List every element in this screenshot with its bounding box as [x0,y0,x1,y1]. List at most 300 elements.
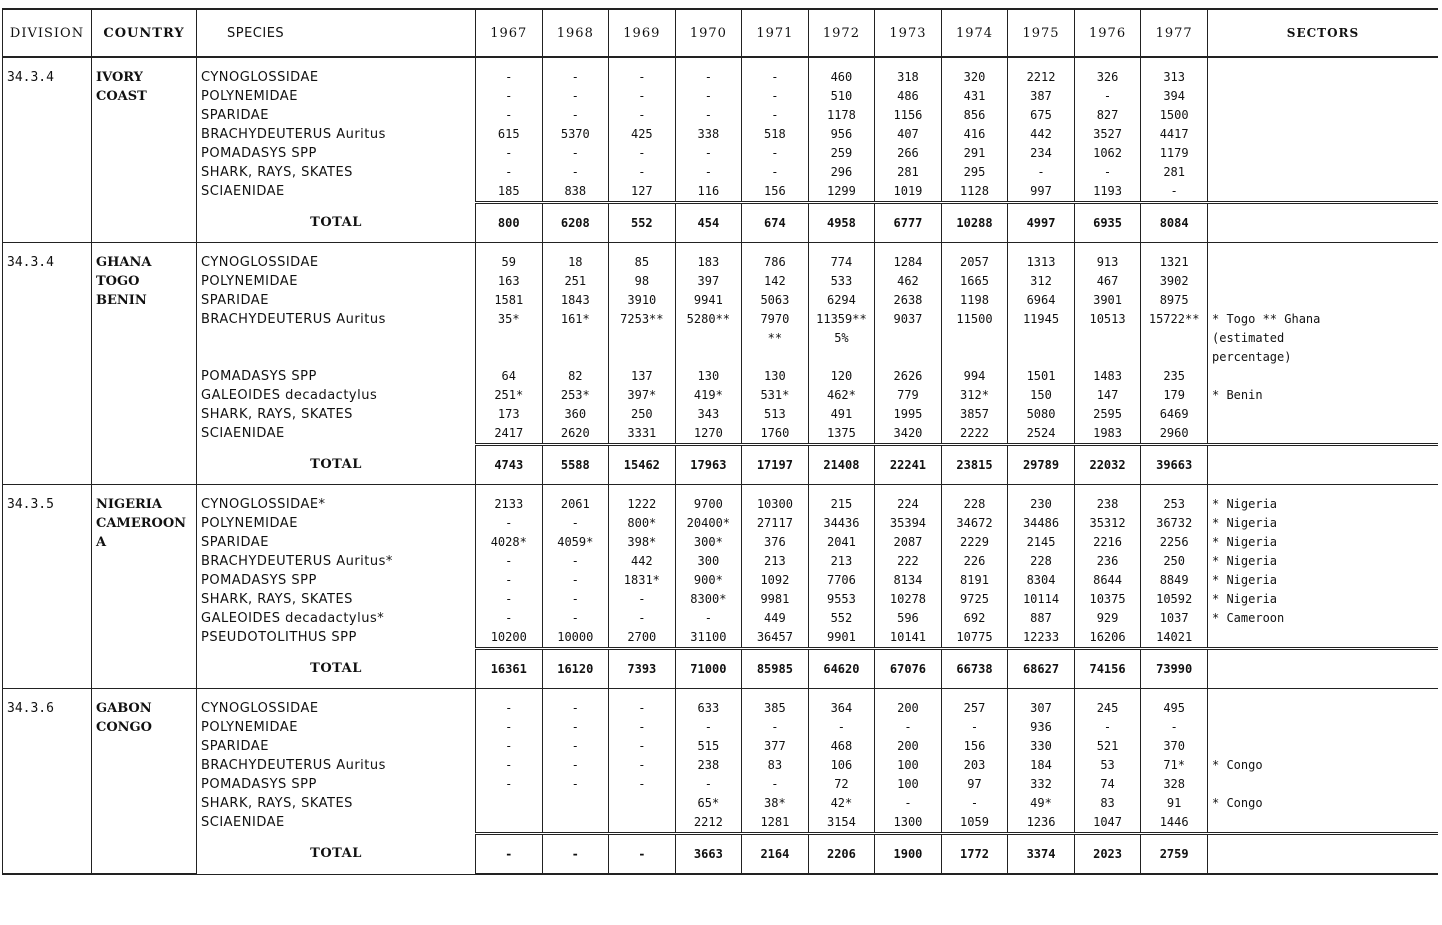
table-row [3,485,1439,515]
catch-value: 425 [609,125,676,144]
catch-value: 774 [808,243,875,273]
species-name: SCIAENIDAE [197,813,476,834]
catch-value: 100 [875,756,942,775]
catch-value: 2222 [941,424,1008,445]
catch-value: 245 [1074,689,1141,719]
total-value: 10288 [941,203,1008,243]
species-name: POLYNEMIDAE [197,718,476,737]
catch-value: 2212 [1008,57,1075,87]
catch-value: 251* [476,386,543,405]
total-value: 800 [476,203,543,243]
header-year: 1968 [542,9,609,57]
species-name: POLYNEMIDAE [197,87,476,106]
catch-value: 266 [875,144,942,163]
total-value: 29789 [1008,445,1075,485]
table-row [3,243,1439,273]
catch-value: 49* [1008,794,1075,813]
country-name: NIGERIA CAMEROON A [92,485,197,689]
species-name: BRACHYDEUTERUS Auritus [197,310,476,367]
catch-value: 1299 [808,182,875,203]
catch-value: 9037 [875,310,942,367]
catch-value: 257 [941,689,1008,719]
catch-value: 8975 [1141,291,1208,310]
total-value: 6777 [875,203,942,243]
catch-value: 1831* [609,571,676,590]
division-code: 34.3.4 [3,57,92,243]
table-row [3,813,1439,834]
total-value: 21408 [808,445,875,485]
sector-note [1208,737,1439,756]
catch-value: 83 [1074,794,1141,813]
catch-value: 18 [542,243,609,273]
catch-value: 106 [808,756,875,775]
catch-value: 238 [1074,485,1141,515]
catch-value: 856 [941,106,1008,125]
catch-value: 291 [941,144,1008,163]
catch-value: - [476,609,543,628]
sector-note: * Nigeria [1208,533,1439,552]
table-row [3,533,1439,552]
header-year: 1967 [476,9,543,57]
catch-value: 53 [1074,756,1141,775]
catch-value: 936 [1008,718,1075,737]
catch-value: 887 [1008,609,1075,628]
catch-value: 259 [808,144,875,163]
sector-note [1208,813,1439,834]
catch-value: 222 [875,552,942,571]
catch-value: 130 [742,367,809,386]
catch-value: 407 [875,125,942,144]
catch-value: 2229 [941,533,1008,552]
catch-value: - [476,756,543,775]
catch-value: 1019 [875,182,942,203]
table-row [3,628,1439,649]
total-value: 3663 [675,834,742,875]
table-row [3,87,1439,106]
catch-value: 467 [1074,272,1141,291]
catch-value: 1128 [941,182,1008,203]
catch-value: 300 [675,552,742,571]
catch-value: 313 [1141,57,1208,87]
catch-value: 295 [941,163,1008,182]
catch-value: 2212 [675,813,742,834]
total-row [3,834,1439,875]
catch-value: 5080 [1008,405,1075,424]
catch-value: 6964 [1008,291,1075,310]
species-name: SPARIDAE [197,291,476,310]
catch-value: 10375 [1074,590,1141,609]
catch-value: 416 [941,125,1008,144]
species-name: GALEOIDES decadactylus* [197,609,476,628]
catch-value: 385 [742,689,809,719]
catch-value: 4028* [476,533,543,552]
catch-value: 6294 [808,291,875,310]
catch-value: - [1141,182,1208,203]
total-row [3,649,1439,689]
catch-value: 1156 [875,106,942,125]
catch-value: 9553 [808,590,875,609]
table-row [3,272,1439,291]
catch-value: 1760 [742,424,809,445]
total-value: 64620 [808,649,875,689]
total-value: 6935 [1074,203,1141,243]
catch-value [476,813,543,834]
catch-value: - [542,756,609,775]
total-value: 6208 [542,203,609,243]
catch-value [609,813,676,834]
catch-value: 1198 [941,291,1008,310]
catch-value: - [609,756,676,775]
catch-value: 1375 [808,424,875,445]
header-year: 1974 [941,9,1008,57]
catch-value: - [1074,163,1141,182]
header-year: 1969 [609,9,676,57]
table-row [3,609,1439,628]
species-name: POLYNEMIDAE [197,514,476,533]
catch-value: - [542,144,609,163]
catch-value: 1059 [941,813,1008,834]
catch-value: 2145 [1008,533,1075,552]
total-value: 16120 [542,649,609,689]
catch-value: 2216 [1074,533,1141,552]
catch-value: 1179 [1141,144,1208,163]
total-value: 66738 [941,649,1008,689]
catch-value: 10592 [1141,590,1208,609]
catch-value: 1983 [1074,424,1141,445]
catch-value: 98 [609,272,676,291]
catch-value: - [476,144,543,163]
catch-value [542,794,609,813]
total-label: TOTAL [197,203,476,243]
total-value: 3374 [1008,834,1075,875]
country-name: GHANA TOGO BENIN [92,243,197,485]
table-row [3,386,1439,405]
header-country: COUNTRY [92,9,197,57]
catch-value: - [476,689,543,719]
catch-value: 150 [1008,386,1075,405]
species-name: BRACHYDEUTERUS Auritus* [197,552,476,571]
catch-value: 7253** [609,310,676,367]
catch-value: 913 [1074,243,1141,273]
table-row [3,718,1439,737]
header-year: 1975 [1008,9,1075,57]
catch-value: - [476,57,543,87]
catch-value: 397* [609,386,676,405]
sector-note: * Nigeria [1208,485,1439,515]
total-row [3,445,1439,485]
catch-value: 200 [875,689,942,719]
sector-note: * Nigeria [1208,590,1439,609]
catch-value: - [742,106,809,125]
header-sectors: SECTORS [1208,9,1439,57]
catch-value: 74 [1074,775,1141,794]
catch-value: - [609,57,676,87]
catch-value: 11500 [941,310,1008,367]
catch-value: 10513 [1074,310,1141,367]
catch-value: 16206 [1074,628,1141,649]
species-name: CYNOGLOSSIDAE [197,57,476,87]
total-label: TOTAL [197,834,476,875]
catch-value: 142 [742,272,809,291]
catch-value: - [542,571,609,590]
division-code: 34.3.5 [3,485,92,689]
catch-value: 65* [675,794,742,813]
catch-value: 338 [675,125,742,144]
catch-value: 235 [1141,367,1208,386]
catch-value: - [675,106,742,125]
catch-value: 147 [1074,386,1141,405]
catch-value: - [609,590,676,609]
sector-blank [1208,834,1439,875]
sector-note [1208,718,1439,737]
species-name: SCIAENIDAE [197,424,476,445]
catch-value: 11945 [1008,310,1075,367]
catch-value: 203 [941,756,1008,775]
catch-value: 320 [941,57,1008,87]
catch-value: 2595 [1074,405,1141,424]
catch-value: 364 [808,689,875,719]
catch-value: - [609,775,676,794]
catch-value: 786 [742,243,809,273]
catch-value: 513 [742,405,809,424]
species-name: SHARK, RAYS, SKATES [197,794,476,813]
catch-value: 120 [808,367,875,386]
total-value: 4997 [1008,203,1075,243]
catch-value: 343 [675,405,742,424]
table-row [3,405,1439,424]
catch-value: 518 [742,125,809,144]
catch-value: 330 [1008,737,1075,756]
catch-value: 5280** [675,310,742,367]
catch-value: 2087 [875,533,942,552]
catch-value: 137 [609,367,676,386]
catch-value: 3910 [609,291,676,310]
catch-value: 521 [1074,737,1141,756]
sector-note [1208,367,1439,386]
species-name: POLYNEMIDAE [197,272,476,291]
catch-value: 3857 [941,405,1008,424]
division-code: 34.3.6 [3,689,92,875]
catch-value: 779 [875,386,942,405]
catch-value: 312 [1008,272,1075,291]
catch-value: 442 [609,552,676,571]
catch-value: 929 [1074,609,1141,628]
catch-value: - [1141,718,1208,737]
catch-value: - [476,718,543,737]
catch-value: - [609,718,676,737]
catch-value: 5063 [742,291,809,310]
catch-value: 1193 [1074,182,1141,203]
header-year: 1973 [875,9,942,57]
catch-value: - [1008,163,1075,182]
table-row [3,144,1439,163]
catch-value: 281 [875,163,942,182]
catch-value: 615 [476,125,543,144]
species-name: POMADASYS SPP [197,775,476,794]
catch-value: 1178 [808,106,875,125]
catch-value: 468 [808,737,875,756]
catch-value: 3331 [609,424,676,445]
catch-value: 1500 [1141,106,1208,125]
catch-value: 5370 [542,125,609,144]
total-value: 22241 [875,445,942,485]
catch-value: 7970 ** [742,310,809,367]
catch-value: - [609,144,676,163]
catch-value: 34436 [808,514,875,533]
sector-note [1208,424,1439,445]
catch-value: 328 [1141,775,1208,794]
catch-value: 250 [1141,552,1208,571]
catch-value: 675 [1008,106,1075,125]
catch-value: - [542,775,609,794]
catch-value: - [675,718,742,737]
catch-value: 213 [742,552,809,571]
table-row [3,552,1439,571]
catch-value: - [476,106,543,125]
table-body [3,57,1439,874]
catch-value: 10775 [941,628,1008,649]
catch-value: 253* [542,386,609,405]
table-row [3,163,1439,182]
sector-note [1208,243,1439,273]
catch-value: 460 [808,57,875,87]
species-name: GALEOIDES decadactylus [197,386,476,405]
species-name: PSEUDOTOLITHUS SPP [197,628,476,649]
catch-value: 127 [609,182,676,203]
catch-value: 234 [1008,144,1075,163]
country-name: IVORY COAST [92,57,197,243]
catch-value: 251 [542,272,609,291]
catch-value: - [675,57,742,87]
header-year: 1970 [675,9,742,57]
table-row [3,756,1439,775]
sector-note: * Cameroon [1208,609,1439,628]
catch-value: 9901 [808,628,875,649]
header-row [3,9,1439,57]
catch-value: - [476,514,543,533]
catch-value: 35312 [1074,514,1141,533]
total-value: 2759 [1141,834,1208,875]
catch-value: 10300 [742,485,809,515]
catch-value: 183 [675,243,742,273]
catch-value: 1222 [609,485,676,515]
total-value: 7393 [609,649,676,689]
catch-value: 376 [742,533,809,552]
catch-value: - [675,775,742,794]
catch-value: 1321 [1141,243,1208,273]
total-row [3,203,1439,243]
catch-value: 72 [808,775,875,794]
header-division: DIVISION [3,9,92,57]
catch-value: 230 [1008,485,1075,515]
sector-note: * Congo [1208,794,1439,813]
catch-value: 85 [609,243,676,273]
catch-value: 360 [542,405,609,424]
species-name: SPARIDAE [197,737,476,756]
sector-note [1208,689,1439,719]
catch-value: - [542,590,609,609]
catch-value: 4059* [542,533,609,552]
catch-value: 1281 [742,813,809,834]
catch-value: 300* [675,533,742,552]
catch-value: 38* [742,794,809,813]
total-value: 74156 [1074,649,1141,689]
catch-value: - [941,794,1008,813]
table-row [3,125,1439,144]
catch-value: - [542,163,609,182]
catch-value: - [542,106,609,125]
catch-value: 228 [941,485,1008,515]
catch-value: - [742,144,809,163]
catch-value: - [542,718,609,737]
sector-note: * Nigeria [1208,514,1439,533]
catch-value: - [542,689,609,719]
total-value: 2206 [808,834,875,875]
catch-value: 224 [875,485,942,515]
catch-value: 1047 [1074,813,1141,834]
catch-value: 11359** 5% [808,310,875,367]
catch-value: 71* [1141,756,1208,775]
catch-value: 387 [1008,87,1075,106]
total-value: 17197 [742,445,809,485]
catch-value: 9981 [742,590,809,609]
catch-value: - [542,737,609,756]
total-value: 15462 [609,445,676,485]
catch-value: - [875,718,942,737]
catch-value: 236 [1074,552,1141,571]
catch-value: - [476,163,543,182]
catch-value: - [808,718,875,737]
catch-value: 15722** [1141,310,1208,367]
catch-value: 1995 [875,405,942,424]
catch-value: 27117 [742,514,809,533]
catch-value: 397 [675,272,742,291]
catch-value: - [476,552,543,571]
catch-value: 596 [875,609,942,628]
species-name: SCIAENIDAE [197,182,476,203]
catch-value: 10200 [476,628,543,649]
catch-value: 1581 [476,291,543,310]
sector-note: * Benin [1208,386,1439,405]
header-year: 1972 [808,9,875,57]
table-row [3,291,1439,310]
catch-value: - [476,571,543,590]
catch-value: 3154 [808,813,875,834]
catch-value: 2057 [941,243,1008,273]
table-row [3,794,1439,813]
table-row [3,571,1439,590]
catch-value: 100 [875,775,942,794]
species-name: BRACHYDEUTERUS Auritus [197,125,476,144]
catch-value: 419* [675,386,742,405]
total-value: - [476,834,543,875]
total-value: 2164 [742,834,809,875]
catch-value: 449 [742,609,809,628]
total-value: - [542,834,609,875]
catch-value: 2417 [476,424,543,445]
catch-value: 64 [476,367,543,386]
catch-value: 8134 [875,571,942,590]
catch-value: - [542,87,609,106]
catch-value: 1062 [1074,144,1141,163]
catch-value: 956 [808,125,875,144]
catch-value: 238 [675,756,742,775]
table-row [3,689,1439,719]
catch-value: 200 [875,737,942,756]
total-value: 2023 [1074,834,1141,875]
total-value: 5588 [542,445,609,485]
catch-value: 10000 [542,628,609,649]
